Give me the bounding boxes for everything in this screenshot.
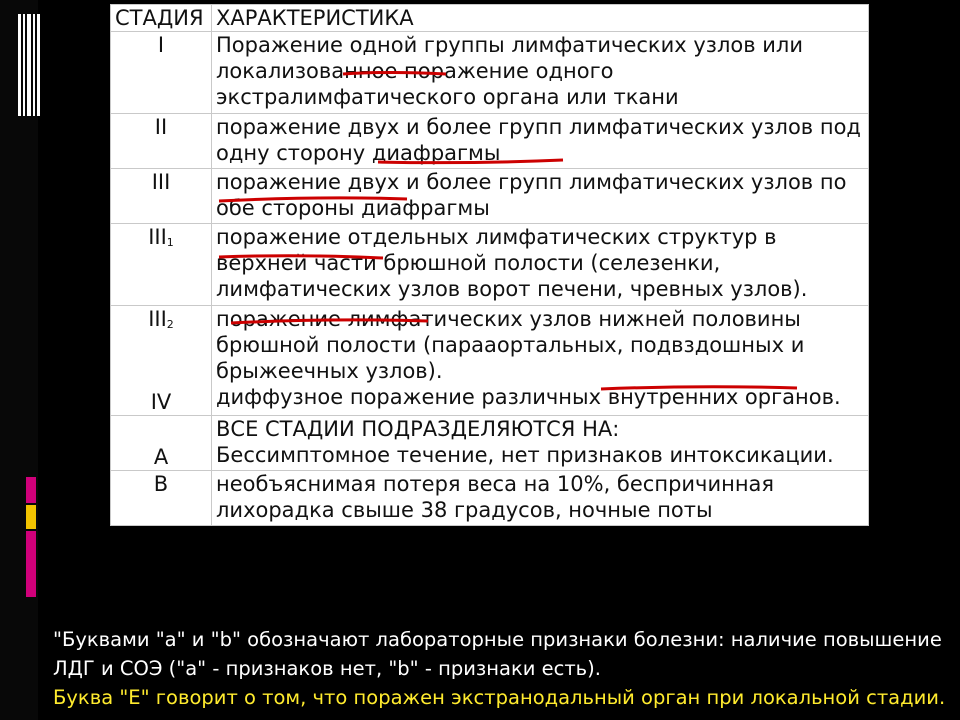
description-text-a: Бессимптомное течение, нет признаков интоксикации. <box>216 443 834 467</box>
red-underline <box>601 387 797 389</box>
description-cell: поражение двух и более групп лимфатических узлов под одну сторону диафрагмы <box>212 114 869 169</box>
stage-label: III <box>151 170 171 194</box>
description-cell: Поражение одной группы лимфатических узлов или локализованное поражение одного экстралимфатического органа или ткани <box>212 32 869 114</box>
stage-label: III <box>148 307 167 331</box>
stage-subscript: 1 <box>166 236 174 249</box>
description-text-iv: диффузное поражение различных внутренних органов. <box>216 385 841 409</box>
red-underline <box>219 198 407 201</box>
footnote-line-1: "Буквами "a" и "b" обозначают лабораторные признаки болезни: наличие повышение <box>53 628 942 651</box>
red-underline <box>231 320 428 323</box>
stage-label: III <box>148 225 167 249</box>
red-underline <box>219 256 383 258</box>
stage-label: В <box>153 472 169 496</box>
red-underline <box>343 73 446 75</box>
footnotes <box>53 625 945 712</box>
stage-label: А <box>153 445 169 469</box>
header-stage: СТАДИЯ <box>111 5 212 32</box>
stage-label-iv: IV <box>150 390 172 414</box>
footnote-line-3-highlight: Буква "Е" говорит о том, что поражен экстранодальный орган при локальной стадии. <box>53 686 946 709</box>
description-cell: поражение отдельных лимфатических структур в верхней части брюшной полости (селезенки, лимфатических узлов ворот печени, чревных узлов). <box>212 224 869 306</box>
stage-label: I <box>157 33 165 57</box>
description-text: поражение лимфатических узлов нижней половины брюшной полости (парааортальных, подвздошных и брыжеечных узлов). <box>216 307 805 383</box>
description-cell: поражение двух и более групп лимфатических узлов по обе стороны диафрагмы <box>212 169 869 224</box>
red-underline <box>378 160 563 163</box>
footnote-line-2: ЛДГ и СОЭ ("a" - признаков нет, "b" - признаки есть). <box>53 657 601 680</box>
stage-label: II <box>154 115 168 139</box>
stage-subscript: 2 <box>166 318 174 331</box>
description-cell: необъяснимая потеря веса на 10%, беспричинная лихорадка свыше 38 градусов, ночные поты <box>212 471 869 526</box>
description-text: ВСЕ СТАДИИ ПОДРАЗДЕЛЯЮТСЯ НА: <box>216 417 620 441</box>
header-characteristic: ХАРАКТЕРИСТИКА <box>212 5 869 32</box>
